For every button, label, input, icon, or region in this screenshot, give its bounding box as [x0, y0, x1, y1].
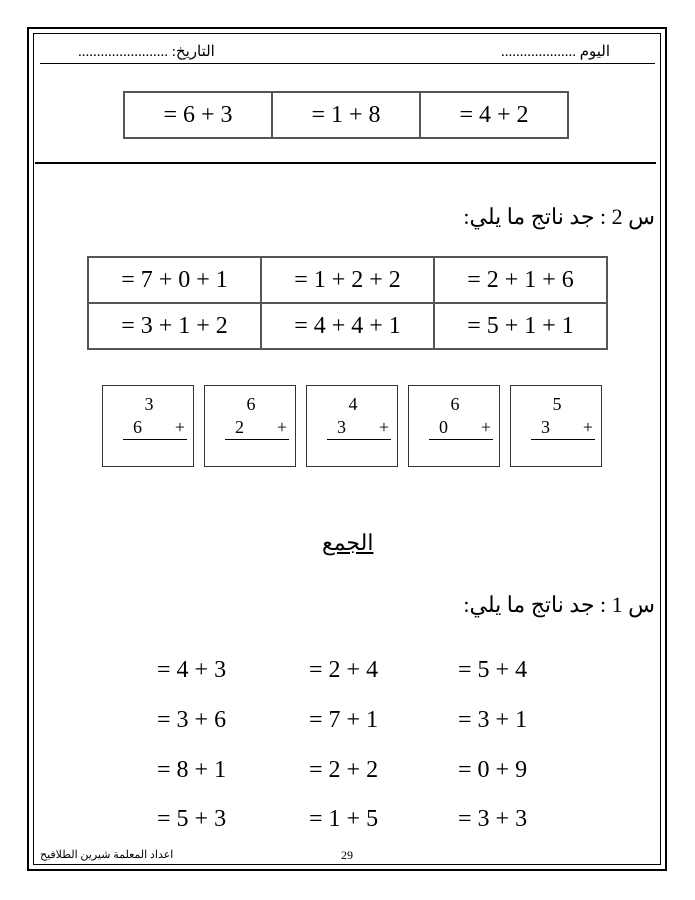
date-label: التاريخ: ........................ [78, 44, 215, 60]
equation: = 5 + 3 [157, 806, 227, 832]
equation: = 8 + 1 [157, 757, 227, 783]
equation: = 3 + 3 [458, 806, 528, 832]
equation-cell: = 6 + 3 [124, 92, 272, 138]
section-divider [35, 162, 656, 164]
equation: = 5 + 4 [458, 657, 528, 683]
equation-cell: = 1 + 8 [272, 92, 420, 138]
equation: = 0 + 9 [458, 757, 528, 783]
top-equation-table [123, 91, 569, 139]
section-title: الجمع [322, 530, 374, 555]
equation: = 7 + 1 [309, 707, 379, 733]
equation-cell: = 3 + 1 + 2 [88, 303, 261, 349]
vertical-addition-box: 4 3 + [306, 385, 398, 467]
question-2-label: س 2 : جد ناتج ما يلي: [463, 204, 655, 229]
equation-cell: = 4 + 4 + 1 [261, 303, 434, 349]
equation-cell: = 7 + 0 + 1 [88, 257, 261, 303]
equation: = 3 + 1 [458, 707, 528, 733]
equation: = 1 + 5 [309, 806, 379, 832]
equation-cell: = 4 + 2 [420, 92, 568, 138]
equation: = 3 + 6 [157, 707, 227, 733]
header-divider [40, 63, 655, 64]
page-number: 29 [341, 848, 353, 862]
author-credit: اعداد المعلمة شيرين الطلافيح [40, 849, 174, 861]
equation-cell: = 5 + 1 + 1 [434, 303, 607, 349]
equation: = 2 + 4 [309, 657, 379, 683]
equation-cell: = 2 + 1 + 6 [434, 257, 607, 303]
q2-equation-table [87, 256, 608, 350]
equation: = 2 + 2 [309, 757, 379, 783]
equation-cell: = 1 + 2 + 2 [261, 257, 434, 303]
vertical-addition-box: 5 3 + [510, 385, 602, 467]
vertical-addition-box: 6 2 + [204, 385, 296, 467]
vertical-addition-box: 3 6 + [102, 385, 194, 467]
day-label: اليوم .................... [500, 44, 610, 60]
equation: = 4 + 3 [157, 657, 227, 683]
question-1-label: س 1 : جد ناتج ما يلي: [463, 592, 655, 617]
vertical-addition-box: 6 0 + [408, 385, 500, 467]
